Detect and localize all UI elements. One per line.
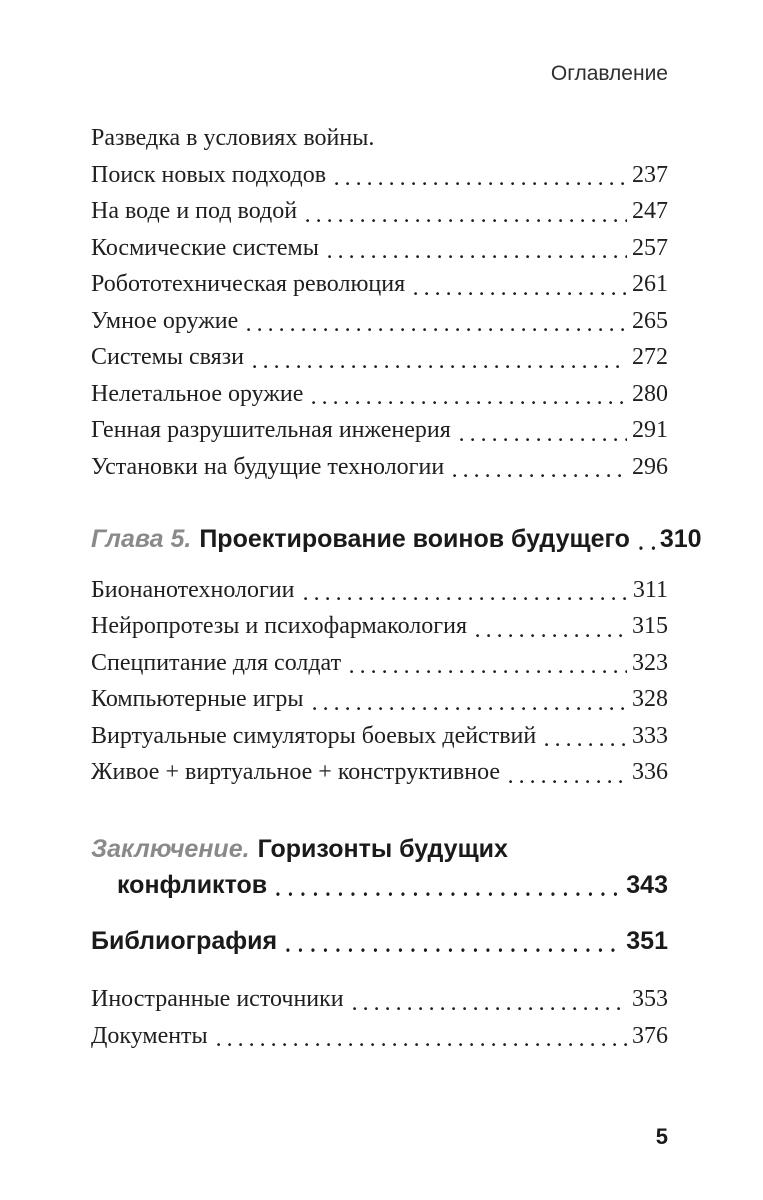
toc-entry <box>91 681 668 718</box>
dot-leader <box>274 867 621 904</box>
toc-entry-page: 311 <box>632 576 668 603</box>
toc-entry-page: 265 <box>632 307 668 334</box>
toc-bibliography-heading <box>91 923 668 960</box>
toc-entry-page: 328 <box>632 686 668 712</box>
toc-entry <box>91 754 668 791</box>
toc-conclusion-title-cont: конфликтов <box>117 871 268 899</box>
toc-entry-page: 296 <box>632 453 668 480</box>
toc-entry-page: 323 <box>632 649 668 676</box>
toc-entry-page: 315 <box>632 613 668 639</box>
toc-conclusion-line2 <box>91 867 668 904</box>
toc-entry <box>91 266 668 303</box>
toc-chapter-5-heading <box>91 521 702 558</box>
dot-leader <box>245 303 627 340</box>
toc-entry-page: 280 <box>632 380 668 407</box>
toc-entry-title: Документы <box>91 1022 208 1049</box>
toc-entry-page: 272 <box>632 344 668 370</box>
toc-entry <box>91 376 668 413</box>
dot-leader <box>474 608 627 645</box>
toc-chapter-title: Проектирование воинов будущего <box>199 525 630 553</box>
toc-entry-title: Системы связи <box>91 344 244 370</box>
toc-conclusion-line1 <box>91 831 668 868</box>
toc-entry-page: 237 <box>632 161 668 188</box>
toc-entry-title: Спецпитание для солдат <box>91 649 342 676</box>
dot-leader <box>333 157 627 194</box>
toc-entry <box>91 157 668 194</box>
toc-conclusion-title: Горизонты будущих <box>257 834 508 863</box>
toc-conclusion-prefix: Заключение. <box>91 834 250 863</box>
toc-entry-title: На воде и под водой <box>91 198 298 224</box>
toc-entry-title: Робототехническая революция <box>91 271 406 297</box>
toc-entry-title: Космические системы <box>91 234 319 261</box>
toc-section-chapter5-subsections <box>91 572 668 791</box>
dot-leader <box>348 645 627 682</box>
toc-section-chapter4-subsections <box>91 120 668 485</box>
toc-chapter-prefix: Глава 5. <box>91 525 192 553</box>
toc-entry <box>91 339 668 376</box>
dot-leader <box>507 754 627 791</box>
toc-conclusion-page: 343 <box>626 871 668 899</box>
toc-chapter-page: 310 <box>659 525 702 553</box>
dot-leader <box>311 681 627 718</box>
toc-conclusion-heading <box>91 831 668 904</box>
toc-entry-page: 291 <box>632 417 668 443</box>
dot-leader <box>251 339 627 376</box>
toc-entry-title: Разведка в условиях войны. <box>91 125 375 151</box>
toc-section-bibliography-subsections <box>91 981 668 1054</box>
toc-entry-title: Нелетальное оружие <box>91 380 304 407</box>
toc-entry-title: Поиск новых подходов <box>91 161 327 188</box>
toc-entry-page: 257 <box>632 234 668 261</box>
toc-entry <box>91 981 668 1018</box>
dot-leader <box>310 376 627 413</box>
toc-entry <box>91 1018 668 1055</box>
toc-entry-page: 333 <box>632 722 668 749</box>
toc-bibliography-page: 351 <box>626 926 668 955</box>
toc-entry <box>91 303 668 340</box>
dot-leader <box>637 521 655 558</box>
dot-leader <box>351 981 627 1018</box>
toc-entry-title: Иностранные источники <box>91 986 344 1012</box>
toc-entry <box>91 230 668 267</box>
toc-entry <box>91 608 668 645</box>
toc-entry <box>91 412 668 449</box>
toc-entry-title: Живое + виртуальное + конструктивное <box>91 759 501 785</box>
dot-leader <box>458 412 627 449</box>
toc-entry-title: Бионанотехнологии <box>91 576 295 603</box>
toc-entry <box>91 718 668 755</box>
toc-entry-title: Установки на будущие технологии <box>91 453 445 480</box>
dot-leader <box>543 718 627 755</box>
toc-entry <box>91 449 668 486</box>
dot-leader <box>302 572 628 609</box>
toc-entry-page: 247 <box>632 198 668 224</box>
dot-leader <box>284 923 621 960</box>
running-head: Оглавление <box>550 62 668 85</box>
toc-entry-title: Генная разрушительная инженерия <box>91 417 451 443</box>
toc-entry-page: 353 <box>632 986 668 1012</box>
dot-leader <box>215 1018 627 1055</box>
toc-entry-title: Виртуальные симуляторы боевых действий <box>91 722 537 749</box>
dot-leader <box>451 449 627 486</box>
dot-leader <box>326 230 627 267</box>
toc-entry <box>91 193 668 230</box>
toc-entry <box>91 645 668 682</box>
dot-leader <box>304 193 627 230</box>
toc-entry-page: 261 <box>632 271 668 297</box>
toc-entry-page: 376 <box>632 1022 668 1049</box>
toc-entry-page: 336 <box>632 759 668 785</box>
page-number: 5 <box>655 1124 668 1149</box>
toc-bibliography-title: Библиография <box>91 926 278 955</box>
toc-entry-title: Нейропротезы и психофармакология <box>91 613 468 639</box>
toc-entry-title: Компьютерные игры <box>91 686 304 712</box>
toc-entry-title: Умное оружие <box>91 307 239 334</box>
dot-leader <box>412 266 627 303</box>
toc-entry <box>91 120 668 157</box>
toc-entry <box>91 572 668 609</box>
